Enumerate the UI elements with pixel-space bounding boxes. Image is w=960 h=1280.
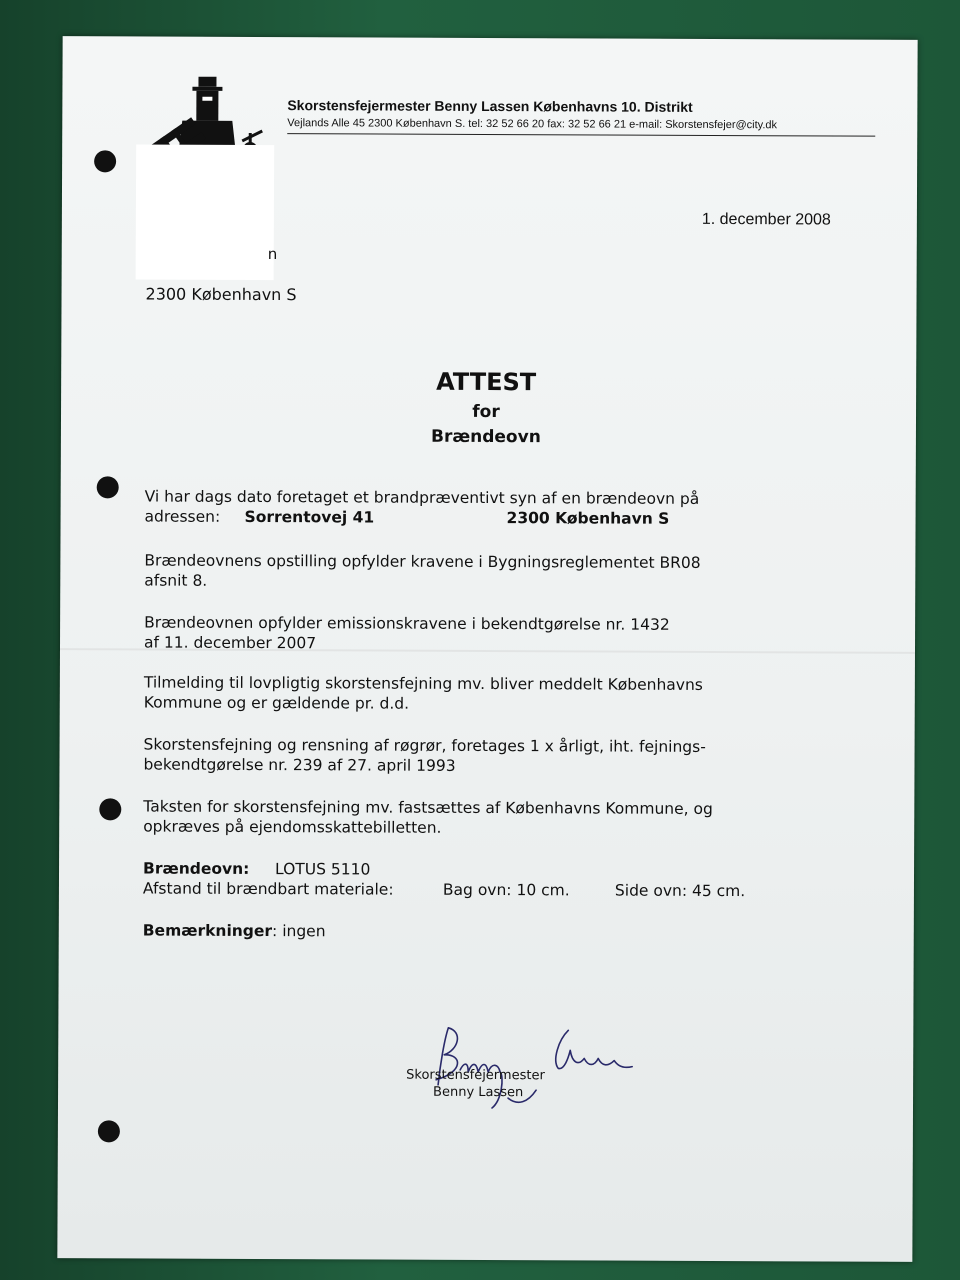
handwritten-signature [418,1010,638,1121]
remarks-value: : ingen [272,922,326,941]
address-street: Sorrentovej 41 [244,507,375,527]
signature-role: Skorstensfejermester [406,1067,545,1084]
paragraph-line: Brændeovnens opstilling opfylder kravene i Bygningsreglementet BR08 [144,551,701,572]
paragraph-line: Vi har dags dato foretaget et brandpræventivt syn af en brændeovn på [144,487,700,508]
address-line [145,507,700,529]
paragraph-emission [144,613,670,655]
paragraph-line: Taksten for skorstensfejning mv. fastsættes af Københavns Kommune, og [143,797,713,818]
document-title: ATTEST [436,367,537,397]
letterhead-address: Vejlands Alle 45 2300 København S. tel: 32 52 66 20 fax: 32 52 66 21 e-mail: Skorstensfejer@city.dk [287,117,778,132]
redaction-box [136,144,275,280]
paragraph-line: af 11. december 2007 [143,633,317,653]
letterhead-rule [287,133,875,137]
document-page [57,36,917,1262]
distance-back: Bag ovn: 10 cm. [442,880,570,900]
paragraph-line: Kommune og er gældende pr. d.d. [143,693,410,713]
paragraph-sweeping [143,735,705,777]
punch-hole [97,476,119,498]
document-title-for: for [472,401,500,423]
punch-hole [94,150,116,172]
paragraph-registration [144,673,703,715]
address-label: adressen: [144,507,221,526]
paragraph-line: Brændeovnen opfylder emissionskravene i bekendtgørelse nr. 1432 [144,613,670,634]
punch-hole [99,798,121,820]
remarks-label: Bemærkninger [142,921,273,941]
recipient-city: 2300 København S [145,284,297,305]
document-title-object: Brændeovn [430,426,541,448]
paragraph-inspection [145,487,700,529]
stove-label: Brændeovn: [142,859,250,878]
distance-label: Afstand til brændbart materiale: [142,879,394,899]
letter-date: 1. december 2008 [701,210,831,229]
punch-hole [98,1120,120,1142]
remarks [143,920,326,941]
paragraph-line: Tilmelding til lovpligtig skorstensfejning mv. bliver meddelt Københavns [143,673,703,694]
paragraph-line: afsnit 8. [144,571,208,590]
paragraph-regulation [144,551,700,593]
distance-side: Side ovn: 45 cm. [614,881,746,901]
paragraph-line: bekendtgørelse nr. 239 af 27. april 1993 [143,755,456,775]
distance-line [143,878,863,901]
stove-value: LOTUS 5110 [274,860,371,879]
paragraph-fee [143,796,713,838]
paragraph-line: opkræves på ejendomsskattebilletten. [143,817,442,837]
letterhead-company: Skorstensfejermester Benny Lassen Københavns 10. Distrikt [287,97,693,115]
signature-name: Benny Lassen [433,1084,524,1101]
paragraph-line: Skorstensfejning og rensning af røgrør, foretages 1 x årligt, iht. fejnings- [143,735,706,756]
address-city: 2300 København S [506,509,670,528]
stove-details [143,858,863,901]
recipient-name-fragment: n [267,245,278,264]
